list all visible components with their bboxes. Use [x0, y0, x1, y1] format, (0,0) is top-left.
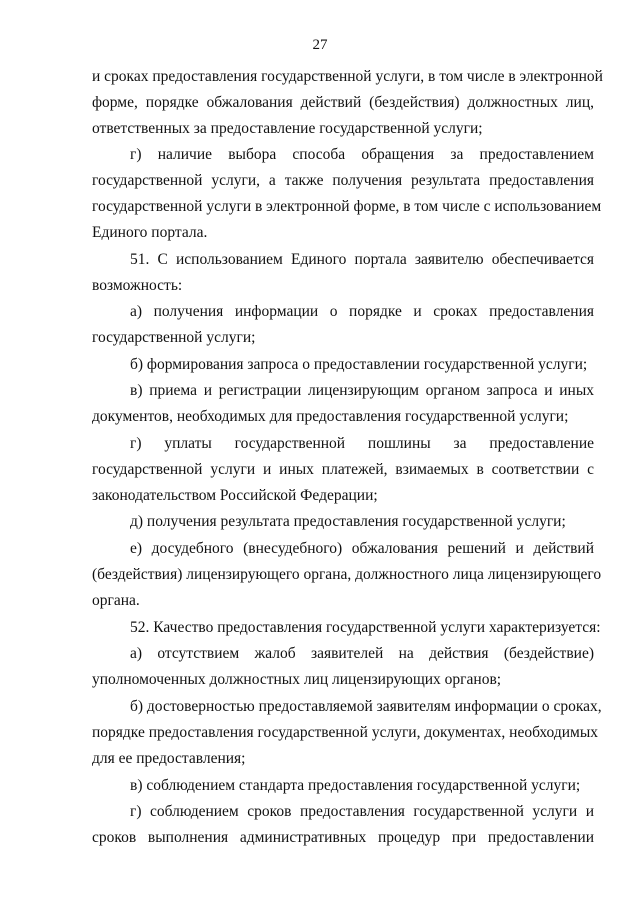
text-line: г) уплаты государственной пошлины за предоставление — [130, 435, 594, 452]
text-line: а) отсутствием жалоб заявителей на действия (бездействие) — [130, 645, 594, 662]
text-line: возможность: — [92, 277, 183, 294]
text-line: органа. — [92, 592, 140, 609]
text-line: д) получения результата предоставления государственной услуги; — [130, 513, 566, 530]
text-line: государственной услуги; — [92, 329, 256, 346]
text-line: государственной услуги в электронной форме, в том числе с использованием — [92, 198, 602, 215]
text-line: а) получения информации о порядке и сроках предоставления — [130, 303, 594, 320]
text-line: уполномоченных должностных лиц лицензирующих органов; — [92, 671, 502, 688]
text-line: порядке предоставления государственной услуги, документах, необходимых — [92, 724, 599, 741]
text-line: г) наличие выбора способа обращения за предоставлением — [130, 146, 594, 163]
text-line: законодательством Российской Федерации; — [92, 487, 378, 504]
text-line: 51. С использованием Единого портала заявителю обеспечивается — [130, 251, 594, 268]
text-line: государственной услуги, а также получения результата предоставления — [92, 172, 594, 189]
text-line: б) формирования запроса о предоставлении государственной услуги; — [130, 356, 588, 373]
text-line: государственной услуги и иных платежей, взимаемых в соответствии с — [92, 461, 594, 478]
text-line: и сроках предоставления государственной услуги, в том числе в электронной — [92, 68, 603, 85]
text-line: 52. Качество предоставления государственной услуги характеризуется: — [130, 619, 601, 636]
text-line: б) достоверностью предоставляемой заявителям информации о сроках, — [130, 698, 602, 715]
text-line: Единого портала. — [92, 224, 208, 241]
page-number: 27 — [312, 37, 328, 53]
text-line: сроков выполнения административных процедур при предоставлении — [92, 829, 594, 846]
text-line: в) соблюдением стандарта предоставления государственной услуги; — [130, 777, 581, 794]
text-line: документов, необходимых для предоставления государственной услуги; — [92, 408, 569, 425]
text-line: в) приема и регистрации лицензирующим органом запроса и иных — [130, 382, 594, 399]
text-line: г) соблюдением сроков предоставления государственной услуги и — [130, 803, 594, 820]
text-line: для ее предоставления; — [92, 750, 246, 767]
text-line: ответственных за предоставление государственной услуги; — [92, 120, 483, 137]
text-line: форме, порядке обжалования действий (бездействия) должностных лиц, — [92, 94, 594, 111]
text-line: е) досудебного (внесудебного) обжалования решений и действий — [130, 540, 594, 557]
text-line: (бездействия) лицензирующего органа, должностного лица лицензирующего — [92, 566, 602, 583]
